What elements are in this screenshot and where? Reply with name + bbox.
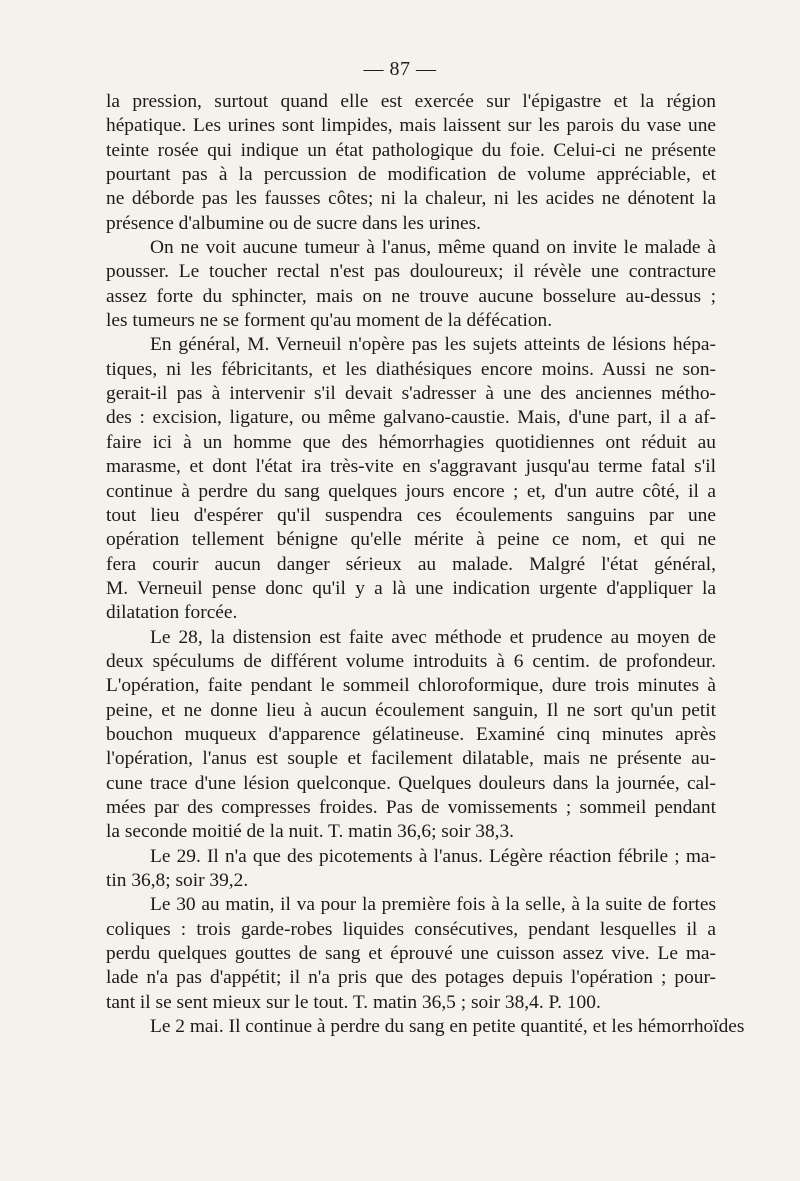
- text-line: Le 2 mai. Il continue à perdre du sang en petite quantité, et les hémorrhoïdes: [150, 1016, 745, 1038]
- text-line: marasme, et dont l'état ira très-vite en s'aggravant jusqu'au terme fatal s'il: [106, 456, 716, 478]
- text-line: l'opération, l'anus est souple et facilement dilatable, mais ne présente au-: [106, 748, 716, 770]
- text-line: fera courir aucun danger sérieux au malade. Malgré l'état général,: [106, 553, 716, 575]
- text-line: présence d'albumine ou de sucre dans les urines.: [106, 212, 482, 234]
- text-line: la pression, surtout quand elle est exercée sur l'épigastre et la région: [106, 91, 716, 112]
- text-line: perdu quelques gouttes de sang et éprouvé une cuisson assez vive. Le ma-: [106, 943, 716, 965]
- text-line: faire ici à un homme que des hémorrhagies quotidiennes ont réduit au: [106, 431, 716, 453]
- text-line: mées par des compresses froides. Pas de vomissements ; sommeil pendant: [106, 796, 716, 818]
- text-line: la seconde moitié de la nuit. T. matin 36,6; soir 38,3.: [106, 821, 515, 843]
- text-line: les tumeurs ne se forment qu'au moment de la défécation.: [106, 310, 553, 332]
- text-line: opération tellement bénigne qu'elle mérite à peine ce nom, et qui ne: [106, 529, 716, 551]
- text-line: hépatique. Les urines sont limpides, mais laissent sur les parois du vase une: [106, 115, 716, 137]
- text-line: Le 30 au matin, il va pour la première fois à la selle, à la suite de fortes: [150, 894, 716, 916]
- text-line: gerait-il pas à intervenir s'il devait s'adresser à une des anciennes métho-: [106, 383, 716, 405]
- text-line: assez forte du sphincter, mais on ne trouve aucune bosselure au-dessus ;: [106, 285, 716, 307]
- text-line: coliques : trois garde-robes liquides consécutives, pendant lesquelles il a: [106, 918, 716, 940]
- text-line: pousser. Le toucher rectal n'est pas douloureux; il révèle une contracture: [106, 261, 716, 283]
- text-line: tant il se sent mieux sur le tout. T. matin 36,5 ; soir 38,4. P. 100.: [106, 991, 601, 1013]
- text-line: cune trace d'une lésion quelconque. Quelques douleurs dans la journée, cal-: [106, 772, 716, 794]
- text-line: tiques, ni les fébricitants, et les diathésiques encore moins. Aussi ne son-: [106, 358, 716, 380]
- text-line: des : excision, ligature, ou même galvano-caustie. Mais, d'une part, il a af-: [106, 407, 716, 429]
- text-line: peine, et ne donne lieu à aucun écoulement sanguin, Il ne sort qu'un petit: [106, 699, 716, 721]
- text-line: ne déborde pas les fausses côtes; ni la chaleur, ni les acides ne dénotent la: [106, 188, 716, 210]
- text-line: tin 36,8; soir 39,2.: [106, 870, 249, 891]
- text-line: deux spéculums de différent volume introduits à 6 centim. de profondeur.: [106, 650, 716, 672]
- text-line: pourtant pas à la percussion de modification de volume appréciable, et: [106, 164, 716, 186]
- text-line: En général, M. Verneuil n'opère pas les sujets atteints de lésions hépa-: [150, 334, 716, 356]
- page-number: — 87 —: [363, 58, 437, 80]
- text-line: On ne voit aucune tumeur à l'anus, même quand on invite le malade à: [150, 237, 716, 259]
- text-line: Le 28, la distension est faite avec méthode et prudence au moyen de: [150, 626, 716, 648]
- text-line: dilatation forcée.: [106, 602, 238, 624]
- text-line: lade n'a pas d'appétit; il n'a pris que des potages depuis l'opération ; pour-: [106, 967, 716, 989]
- text-line: continue à perdre du sang quelques jours encore ; et, d'un autre côté, il a: [106, 480, 716, 502]
- text-line: Le 29. Il n'a que des picotements à l'anus. Légère réaction fébrile ; ma-: [150, 845, 716, 867]
- text-line: tout lieu d'espérer qu'il suspendra ces écoulements sanguins par une: [106, 504, 716, 526]
- text-line: teinte rosée qui indique un état pathologique du foie. Celui-ci ne présente: [106, 139, 716, 161]
- text-line: M. Verneuil pense donc qu'il y a là une indication urgente d'appliquer la: [106, 577, 716, 599]
- body-text: [106, 90, 745, 1039]
- text-line: L'opération, faite pendant le sommeil chloroformique, dure trois minutes à: [106, 675, 716, 697]
- text-line: bouchon muqueux d'apparence gélatineuse. Examiné cinq minutes après: [106, 723, 716, 745]
